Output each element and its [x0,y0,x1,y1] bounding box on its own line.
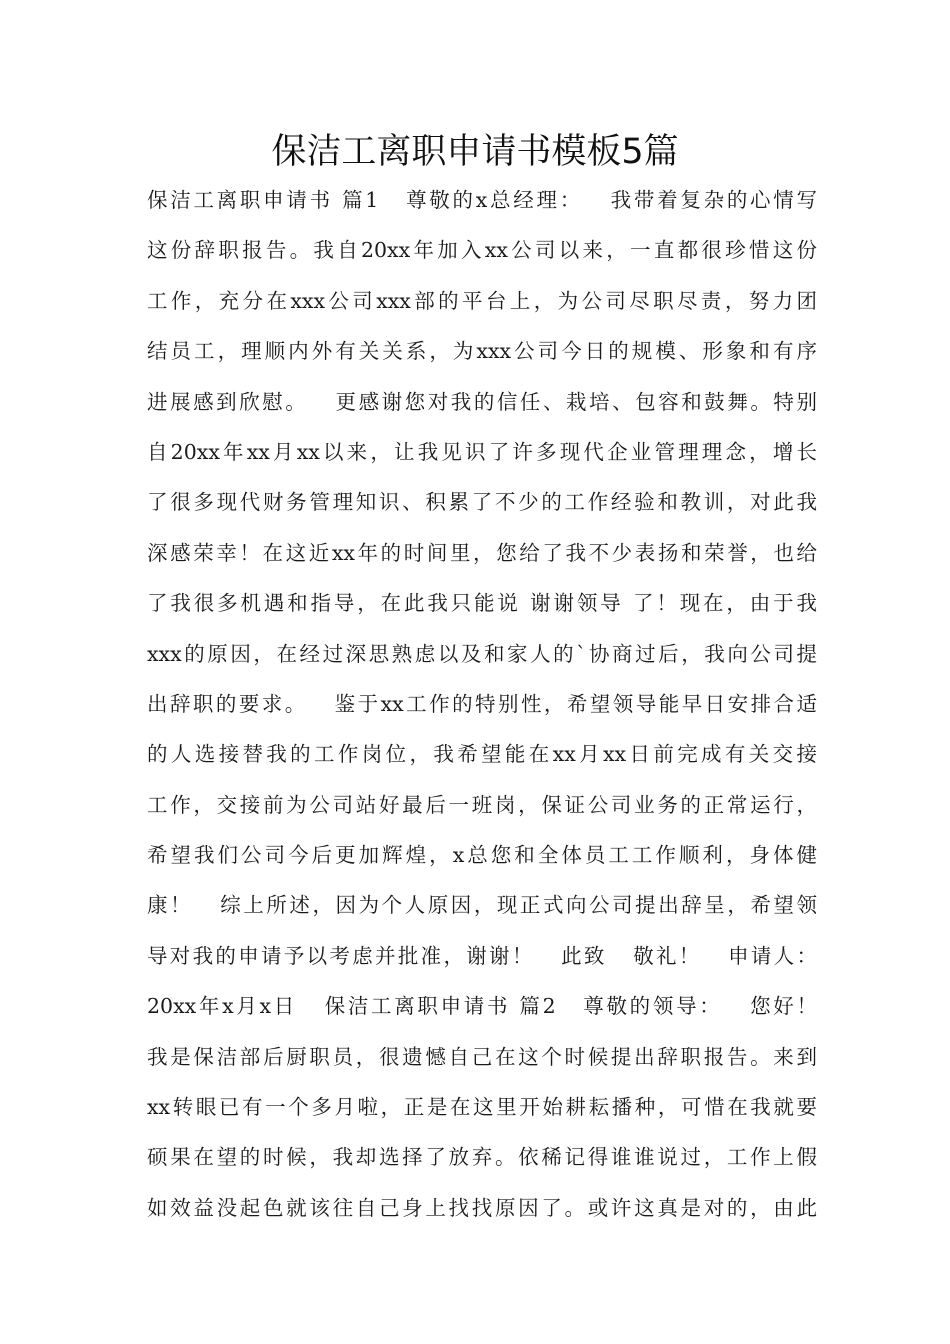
body-line: 工作，充分在xxx公司xxx部的平台上，为公司尽职尽责，努力团 [147,288,817,313]
body-line: 结员工，理顺内外有关关系，为xxx公司今日的规模、形象和有序 [147,339,817,364]
body-line: 康！ 综上所述，因为个人原因，现正式向公司提出辞呈，希望领 [147,893,817,918]
body-line: 硕果在望的时候，我却选择了放弃。依稀记得谁谁说过，工作上假 [147,1145,817,1170]
body-line: 出辞职的要求。 鉴于xx工作的特别性，希望领导能早日安排合适 [147,691,817,716]
body-line: xx转眼已有一个多月啦，正是在这里开始耕耘播种，可惜在我就要 [147,1095,817,1120]
body-line: xxx的原因，在经过深思熟虑以及和家人的`协商过后，我向公司提 [147,641,817,666]
body-line: 如效益没起色就该往自己身上找找原因了。或许这真是对的，由此 [147,1195,817,1220]
body-line: 了我很多机遇和指导，在此我只能说 谢谢领导 了！现在，由于我 [147,591,817,616]
body-line: 进展感到欣慰。 更感谢您对我的信任、栽培、包容和鼓舞。特别 [147,389,817,414]
document-body [147,180,817,1238]
body-line: 深感荣幸！在这近xx年的时间里，您给了我不少表扬和荣誉，也给 [147,540,817,565]
body-line: 自20xx年xx月xx以来，让我见识了许多现代企业管理理念，增长 [147,439,817,464]
body-line: 的人选接替我的工作岗位，我希望能在xx月xx日前完成有关交接 [147,742,817,767]
body-line: 希望我们公司今后更加辉煌，x总您和全体员工工作顺利，身体健 [147,843,817,868]
body-line: 了很多现代财务管理知识、积累了不少的工作经验和教训，对此我 [147,490,817,515]
body-line: 这份辞职报告。我自20xx年加入xx公司以来，一直都很珍惜这份 [147,238,817,263]
body-line: 保洁工离职申请书 篇1 尊敬的x总经理： 我带着复杂的心情写 [147,188,817,212]
body-line: 20xx年x月x日 保洁工离职申请书 篇2 尊敬的领导： 您好！ [147,994,817,1019]
document-title: 保洁工离职申请书模板5篇 [271,132,679,172]
body-line: 我是保洁部后厨职员，很遗憾自己在这个时候提出辞职报告。来到 [147,1044,817,1069]
body-line: 导对我的申请予以考虑并批准，谢谢！ 此致 敬礼！ 申请人： [147,943,817,968]
body-line: 工作，交接前为公司站好最后一班岗，保证公司业务的正常运行， [147,792,817,817]
